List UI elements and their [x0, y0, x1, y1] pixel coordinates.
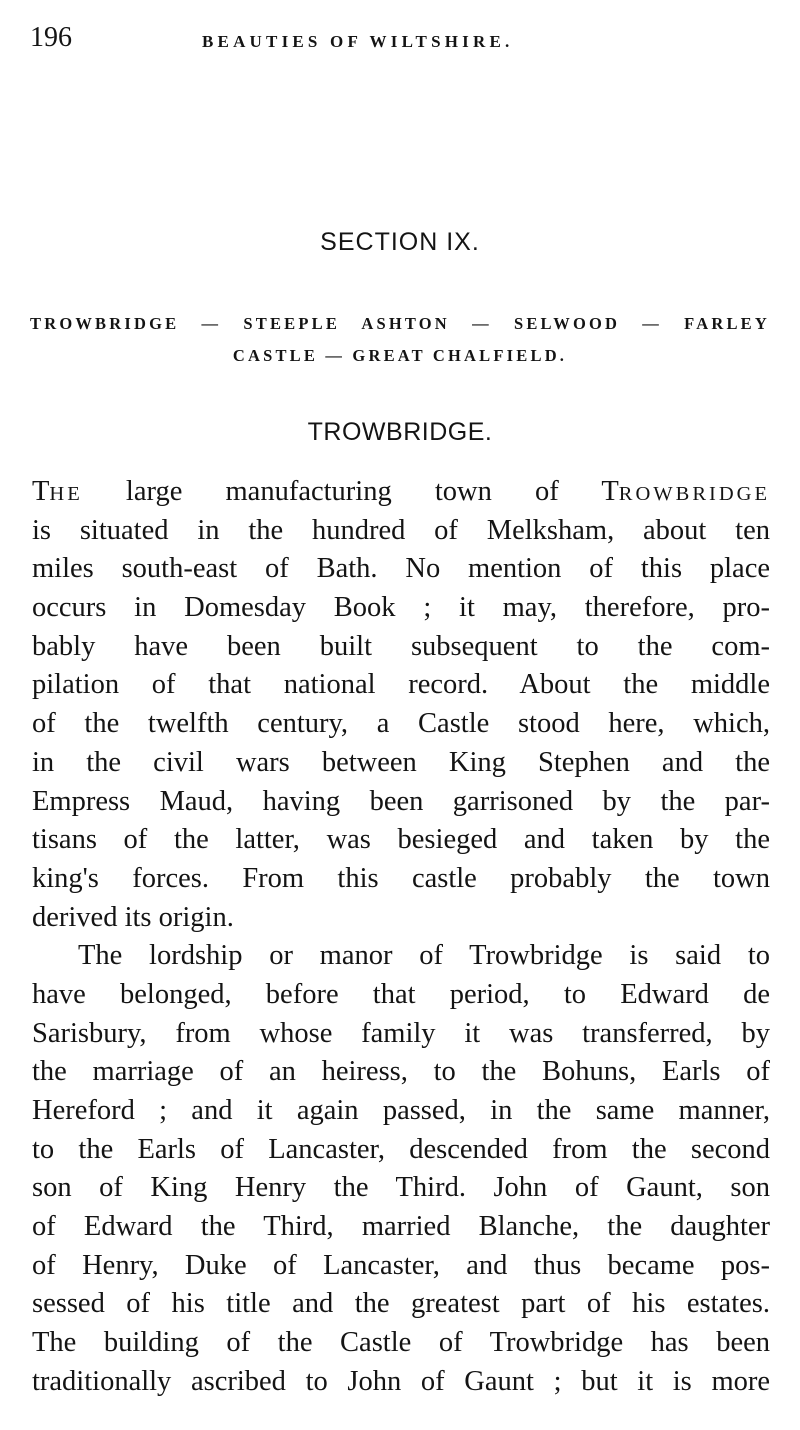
section-title: SECTION IX.: [320, 228, 480, 256]
body-line: in the civil wars between King Stephen and the: [32, 746, 770, 778]
small-caps-opening-word: THE: [32, 476, 83, 507]
body-word: large: [125, 476, 183, 507]
body-line: miles south-east of Bath. No mention of this place: [32, 553, 770, 585]
body-line: have belonged, before that period, to Edward de: [32, 978, 770, 1010]
body-line-1: [32, 473, 770, 512]
body-word: town: [434, 476, 492, 507]
places-line-2: CASTLE — GREAT CHALFIELD.: [232, 346, 568, 365]
body-line: occurs in Domesday Book ; it may, therefore, pro-: [32, 592, 770, 624]
subheading: TROWBRIDGE.: [307, 418, 493, 446]
body-text: [32, 473, 770, 1402]
body-line: of the twelfth century, a Castle stood here, which,: [32, 708, 770, 740]
body-line: pilation of that national record. About the middle: [32, 669, 770, 701]
body-word: of: [534, 476, 559, 507]
body-line: bably have been built subsequent to the com-: [32, 630, 770, 662]
running-title: BEAUTIES OF WILTSHIRE.: [202, 32, 514, 51]
body-line: of Edward the Third, married Blanche, the daughter: [32, 1211, 770, 1243]
section-places: [30, 308, 770, 372]
body-line: Sarisbury, from whose family it was transferred, by: [32, 1017, 770, 1049]
body-line: Hereford ; and it again passed, in the same manner,: [32, 1095, 770, 1126]
body-line: derived its origin.: [32, 901, 234, 933]
body-line: of Henry, Duke of Lancaster, and thus became pos-: [32, 1249, 770, 1281]
body-line: tisans of the latter, was besieged and taken by the: [32, 824, 770, 856]
body-line: The building of the Castle of Trowbridge has been: [32, 1327, 770, 1359]
body-line: to the Earls of Lancaster, descended from the second: [32, 1133, 770, 1165]
body-line: son of King Henry the Third. John of Gaunt, son: [32, 1172, 770, 1204]
body-line: sessed of his title and the greatest part of his estates.: [32, 1288, 770, 1320]
paragraph-2-first-line: The lordship or manor of Trowbridge is said to: [78, 940, 770, 972]
page-number: 196: [30, 22, 72, 53]
body-line: king's forces. From this castle probably the town: [32, 862, 770, 894]
running-head: [30, 22, 770, 62]
body-word: manufacturing: [225, 476, 392, 507]
body-line: traditionally ascribed to John of Gaunt ; but it is more: [32, 1365, 770, 1397]
body-line: is situated in the hundred of Melksham, about ten: [32, 514, 770, 546]
body-line: Empress Maud, having been garrisoned by the par-: [32, 785, 770, 817]
places-line-1: TROWBRIDGE — STEEPLE ASHTON — SELWOOD — FARLEY: [30, 314, 770, 333]
small-caps-place-name: TROWBRIDGE: [601, 476, 771, 507]
body-line: the marriage of an heiress, to the Bohuns, Earls of: [32, 1056, 770, 1088]
